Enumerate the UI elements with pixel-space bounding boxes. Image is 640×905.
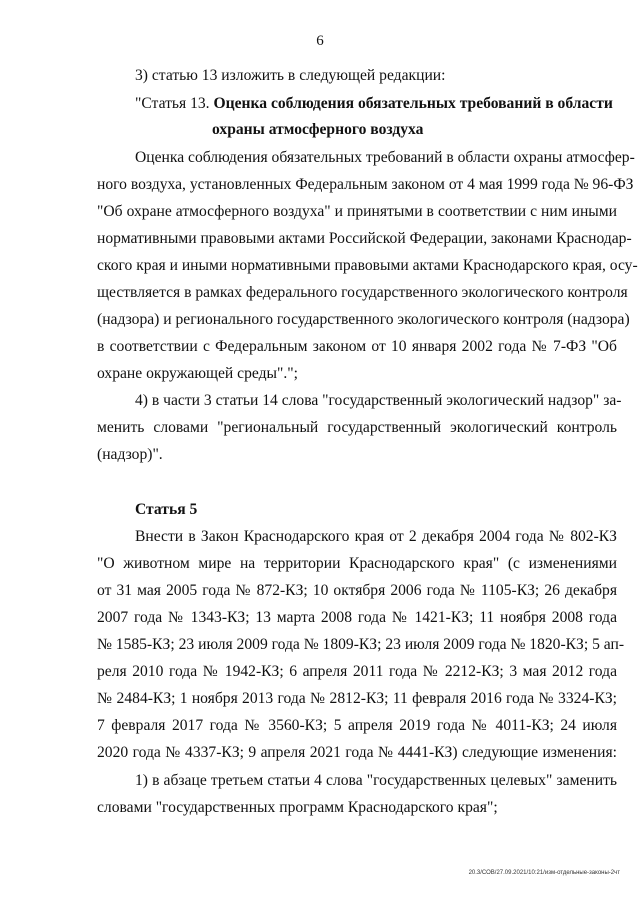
- article-13-line: ского края и иными нормативными правовыми актами Краснодарского края, осу-: [97, 257, 638, 274]
- item-3-line: 3) статью 13 изложить в следующей редакции:: [135, 67, 446, 84]
- article-13-line: охране окружающей среды".";: [97, 365, 298, 382]
- article-5-line: 7 февраля 2017 года № 3560-КЗ; 5 апреля 2019 года № 4011-КЗ; 24 июля: [97, 717, 617, 734]
- article-13-line: (надзора) и регионального государственного экологического контроля (надзора): [97, 311, 630, 328]
- article-5-line: Внести в Закон Краснодарского края от 2 декабря 2004 года № 802-КЗ: [135, 528, 617, 545]
- item-1-line: словами "государственных программ Краснодарского края";: [97, 799, 498, 816]
- article-5-heading: Статья 5: [135, 501, 198, 518]
- article-13-heading-title-2: охраны атмосферного воздуха: [212, 121, 424, 138]
- article-13-heading-prefix: "Статья 13.: [135, 95, 214, 112]
- article-13-line: нормативными правовыми актами Российской Федерации, законами Краснодар-: [97, 230, 632, 247]
- footer-document-code: 20.3/СОВ/27.09.2021/10:21/изм-отдельные-законы-2чт: [468, 870, 620, 876]
- article-13-line: ного воздуха, установленных Федеральным законом от 4 мая 1999 года № 96-ФЗ: [97, 176, 634, 193]
- article-13-heading: [135, 94, 613, 114]
- item-4-line: (надзор)".: [97, 446, 163, 463]
- article-13-line: ществляется в рамках федерального государственного экологического контроля: [97, 284, 628, 301]
- article-5-line: 2007 года № 1343-КЗ; 13 марта 2008 года № 1421-КЗ; 11 ноября 2008 года: [97, 609, 617, 626]
- article-5-line: от 31 мая 2005 года № 872-КЗ; 10 октября 2006 года № 1105-КЗ; 26 декабря: [97, 582, 617, 599]
- article-5-line: "О животном мире на территории Краснодарского края" (с изменениями: [97, 555, 617, 572]
- item-4-line: 4) в части 3 статьи 14 слова "государственный экологический надзор" за-: [135, 392, 622, 409]
- article-5-line: 2020 года № 4337-КЗ; 9 апреля 2021 года № 4441-КЗ) следующие изменения:: [97, 744, 617, 761]
- article-13-line: "Об охране атмосферного воздуха" и принятыми в соответствии с ним иными: [97, 203, 617, 220]
- article-13-heading-title-1: Оценка соблюдения обязательных требований в области: [213, 95, 613, 112]
- article-13-line: в соответствии с Федеральным законом от 10 января 2002 года № 7-ФЗ "Об: [97, 338, 617, 355]
- article-13-line: Оценка соблюдения обязательных требований в области охраны атмосфер-: [135, 149, 635, 166]
- item-4-line: менить словами "региональный государственный экологический контроль: [97, 419, 617, 436]
- page-number: 6: [316, 33, 324, 49]
- article-5-line: реля 2010 года № 1942-КЗ; 6 апреля 2011 года № 2212-КЗ; 3 мая 2012 года: [97, 663, 617, 680]
- article-5-line: № 2484-КЗ; 1 ноября 2013 года № 2812-КЗ; 11 февраля 2016 года № 3324-КЗ;: [97, 690, 617, 707]
- article-5-line: № 1585-КЗ; 23 июля 2009 года № 1809-КЗ; 23 июля 2009 года № 1820-КЗ; 5 ап-: [97, 636, 625, 653]
- item-1-line: 1) в абзаце третьем статьи 4 слова "государственных целевых" заменить: [135, 772, 617, 789]
